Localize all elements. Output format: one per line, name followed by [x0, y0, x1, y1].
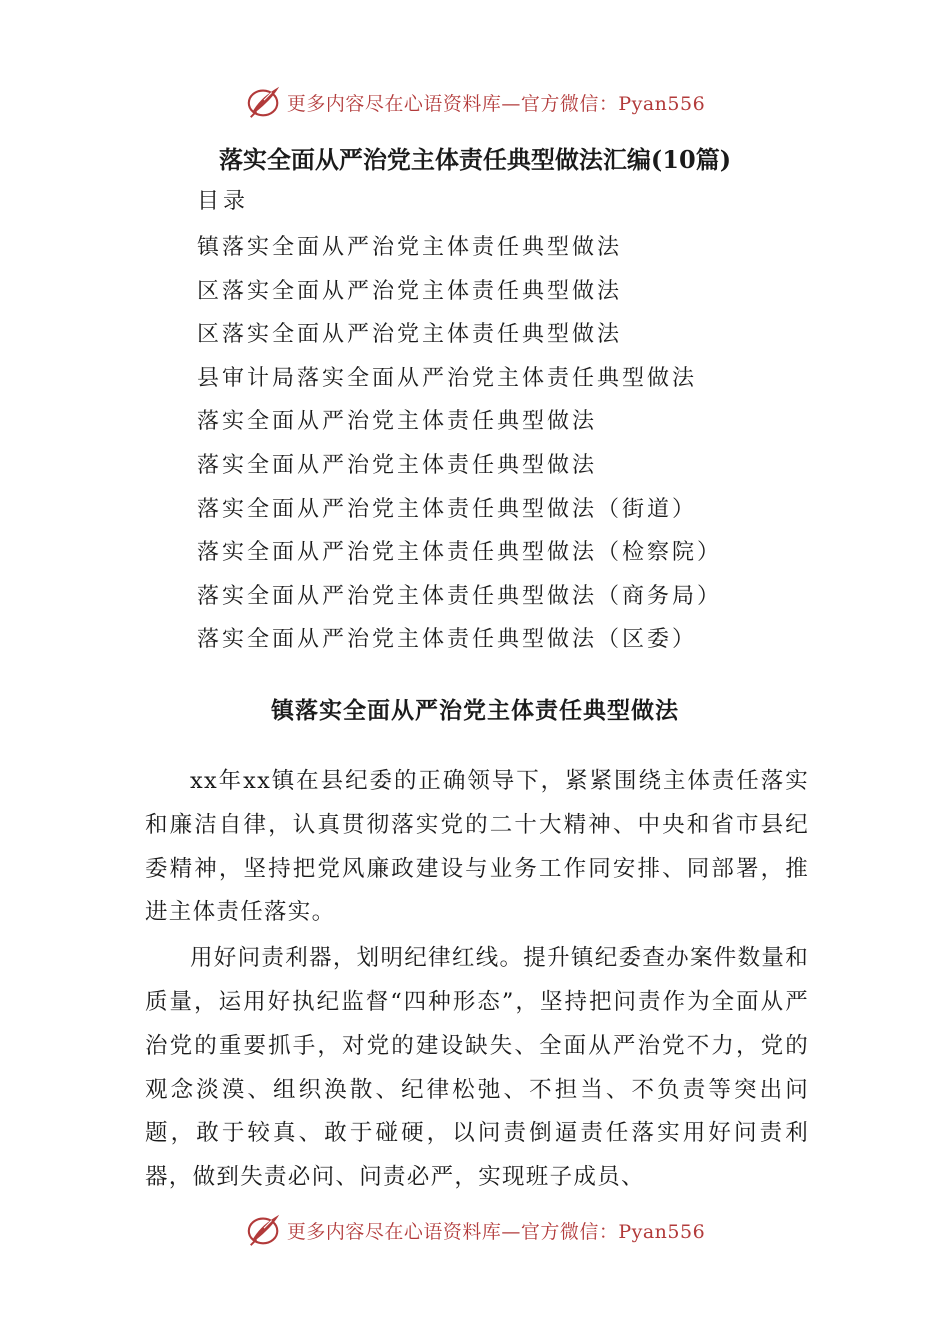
paragraph: xx年xx镇在县纪委的正确领导下，紧紧围绕主体责任落实和廉洁自律，认真贯彻落实党的二十大精神、中央和省市县纪委精神，坚持把党风廉政建设与业务工作同安排、同部署，推进主体责任落实。 — [145, 768, 809, 926]
toc-item[interactable]: 落实全面从严治党主体责任典型做法（检察院） — [197, 540, 723, 566]
toc-item[interactable]: 落实全面从严治党主体责任典型做法 — [197, 452, 598, 478]
body-text — [145, 760, 809, 1202]
table-of-contents — [197, 226, 722, 662]
banner-text: 更多内容尽在心语资料库—官方微信：Pyan556 — [286, 92, 706, 115]
toc-item[interactable]: 区落实全面从严治党主体责任典型做法 — [197, 278, 623, 304]
toc-item[interactable]: 镇落实全面从严治党主体责任典型做法 — [197, 235, 623, 260]
toc-item[interactable]: 落实全面从严治党主体责任典型做法（商务局） — [197, 583, 723, 609]
quill-pen-logo-icon — [245, 1211, 283, 1249]
section-title: 镇落实全面从严治党主体责任典型做法 — [271, 697, 679, 724]
toc-item[interactable]: 落实全面从严治党主体责任典型做法（街道） — [197, 496, 698, 522]
banner-text: 更多内容尽在心语资料库—官方微信：Pyan556 — [286, 1220, 706, 1243]
toc-item[interactable]: 落实全面从严治党主体责任典型做法 — [197, 409, 598, 435]
toc-item[interactable]: 县审计局落实全面从严治党主体责任典型做法 — [197, 365, 698, 391]
footer-banner — [0, 1210, 950, 1250]
header-banner — [0, 82, 950, 122]
quill-pen-logo-icon — [245, 83, 283, 121]
toc-item[interactable]: 落实全面从严治党主体责任典型做法（区委） — [197, 627, 698, 653]
paragraph: 用好问责利器，划明纪律红线。提升镇纪委查办案件数量和质量，运用好执纪监督“四种形态”，坚持把问责作为全面从严治党的重要抓手，对党的建设缺失、全面从严治党不力，党的观念淡漠、组织涣散、纪律松弛、不担当、不负责等突出问题，敢于较真、敢于碰硬，以问责倒逼责任落实用好问责利器，做到失责必问、问责必严，实现班子成员、 — [145, 945, 809, 1191]
toc-item[interactable]: 区落实全面从严治党主体责任典型做法 — [197, 322, 623, 348]
document-title: 落实全面从严治党主体责任典型做法汇编(10篇) — [218, 145, 732, 174]
toc-heading: 目录 — [197, 189, 250, 214]
